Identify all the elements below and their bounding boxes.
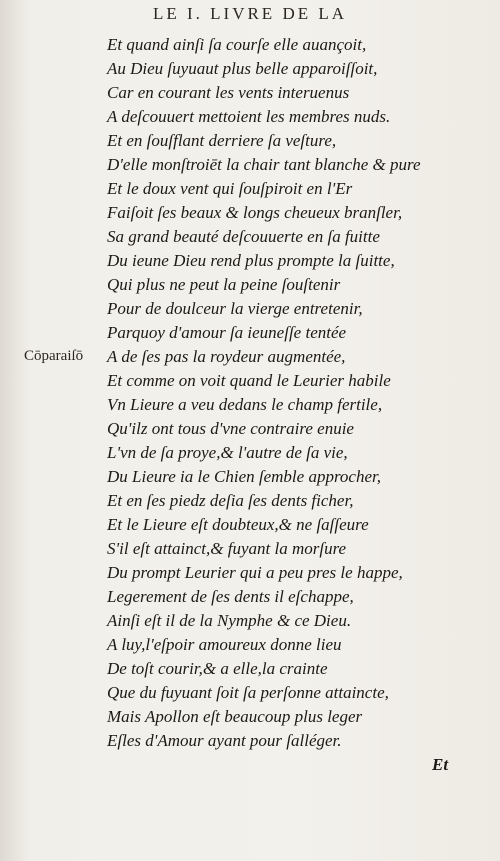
verse-line: Pour de doulceur la vierge entretenir,: [107, 299, 363, 318]
verse-line: A luy,l'eſpoir amoureux donne lieu: [107, 635, 342, 654]
verse-line: A de ſes pas la roydeur augmentée,: [107, 347, 346, 366]
verse-line: Qu'ilz ont tous d'vne contraire enuie: [107, 419, 354, 438]
verse-line: Et comme on voit quand le Leurier habile: [107, 371, 391, 390]
margin-note: Cōparaiſō: [24, 348, 84, 364]
running-title: LE I. LIVRE DE LA: [152, 4, 348, 23]
verse-line: Du ieune Dieu rend plus prompte la ſuitte,: [107, 251, 395, 270]
verse-line: Au Dieu ſuyuaut plus belle apparoiſſoit,: [107, 59, 378, 78]
verse-line: Du prompt Leurier qui a peu pres le happe,: [107, 563, 403, 582]
verse-line: Vn Lieure a veu dedans le champ fertile,: [107, 395, 383, 414]
verse-block: [107, 33, 487, 753]
verse-line: Parquoy d'amour ſa ieuneſſe tentée: [107, 323, 347, 342]
verse-line: Faiſoit ſes beaux & longs cheueux branſler,: [107, 203, 403, 222]
verse-line: S'il eſt attainct,& fuyant la morſure: [107, 539, 347, 558]
verse-line: Et en ſes piedz deſia ſes dents ficher,: [107, 491, 354, 510]
verse-line: Du Lieure ia le Chien ſemble approcher,: [107, 467, 382, 486]
verse-line: Et le Lieure eſt doubteux,& ne ſaſſeure: [107, 515, 369, 534]
verse-line: Legerement de ſes dents il eſchappe,: [107, 587, 354, 606]
verse-line: De toſt courir,& a elle,la crainte: [107, 659, 328, 678]
verse-line: Et quand ainſi ſa courſe elle auançoit,: [107, 35, 367, 54]
verse-line: A deſcouuert mettoient les membres nuds.: [107, 107, 391, 126]
verse-line: Eſles d'Amour ayant pour ſalléger.: [107, 731, 342, 750]
verse-line: Mais Apollon eſt beaucoup plus leger: [107, 707, 363, 726]
verse-line: Que du fuyuant ſoit ſa perſonne attaincte,: [107, 683, 389, 702]
verse-line: L'vn de ſa proye,& l'autre de ſa vie,: [107, 443, 348, 462]
verse-line: Et en ſouſflant derriere ſa veſture,: [107, 131, 337, 150]
verse-line: Ainſi eſt il de la Nymphe & ce Dieu.: [107, 611, 352, 630]
verse-line: Car en courant les vents interuenus: [107, 83, 350, 102]
catchword: Et: [432, 755, 449, 774]
verse-line: Et le doux vent qui ſouſpiroit en l'Er: [107, 179, 353, 198]
verse-line: D'elle monſtroiēt la chair tant blanche & pure: [107, 155, 421, 174]
verse-line: Sa grand beauté deſcouuerte en ſa fuitte: [107, 227, 380, 246]
verse-line: Qui plus ne peut la peine ſouſtenir: [107, 275, 341, 294]
